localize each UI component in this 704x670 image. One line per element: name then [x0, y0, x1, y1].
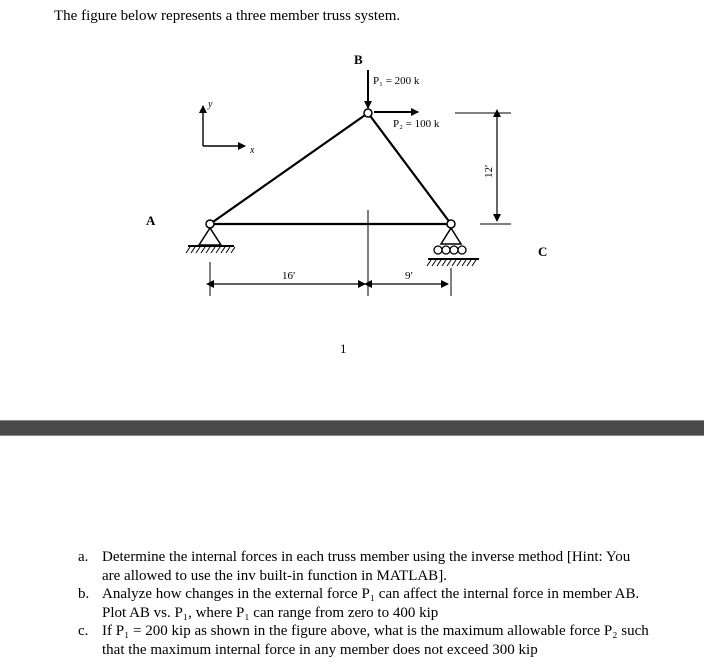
pin-support-a	[186, 228, 235, 253]
intro-text: The figure below represents a three member truss system.	[54, 8, 401, 24]
question-b-line1: Analyze how changes in the external force P₁ can affect the internal force in member AB.	[102, 586, 640, 602]
node-a-label: A	[146, 213, 156, 228]
question-c-line1: If P₁ = 200 kip as shown in the figure above, what is the maximum allowable force P₂ such	[102, 623, 649, 639]
dimension-9-label: 9′	[405, 270, 413, 282]
dimension-16-label: 16′	[282, 270, 296, 282]
coordinate-axes	[203, 99, 255, 156]
member-ab	[210, 113, 368, 224]
load-p1-label: P₁ = 200 k	[373, 75, 420, 87]
node-b-label: B	[354, 52, 363, 67]
question-b	[78, 585, 693, 622]
axis-x-label: x	[250, 145, 255, 156]
dimension-height	[455, 113, 511, 224]
question-a	[78, 548, 693, 585]
node-c-label: C	[538, 244, 548, 259]
question-a-letter: a.	[78, 549, 89, 565]
load-p2	[374, 112, 440, 130]
joint-b	[364, 109, 372, 117]
question-c-letter: c.	[78, 623, 89, 639]
question-a-line1: Determine the internal forces in each truss member using the inverse method [Hint: You	[102, 549, 631, 565]
question-a-line2: are allowed to use the inv built-in function in MATLAB].	[102, 567, 447, 584]
question-b-line2: Plot AB vs. P₁, where P₁ can range from zero to 400 kip	[102, 604, 439, 621]
axis-y-label: y	[208, 99, 213, 110]
dimension-height-label: 12′	[483, 164, 495, 178]
roller-support-c	[427, 228, 479, 266]
page-number: 1	[340, 341, 347, 356]
load-p2-label: P₂ = 100 k	[393, 118, 440, 130]
question-c	[78, 622, 693, 659]
load-p1	[368, 70, 420, 108]
question-list	[78, 548, 693, 659]
question-c-line2: that the maximum internal force in any member does not exceed 300 kip	[102, 641, 538, 658]
page-divider	[0, 420, 704, 436]
question-b-letter: b.	[78, 586, 90, 602]
